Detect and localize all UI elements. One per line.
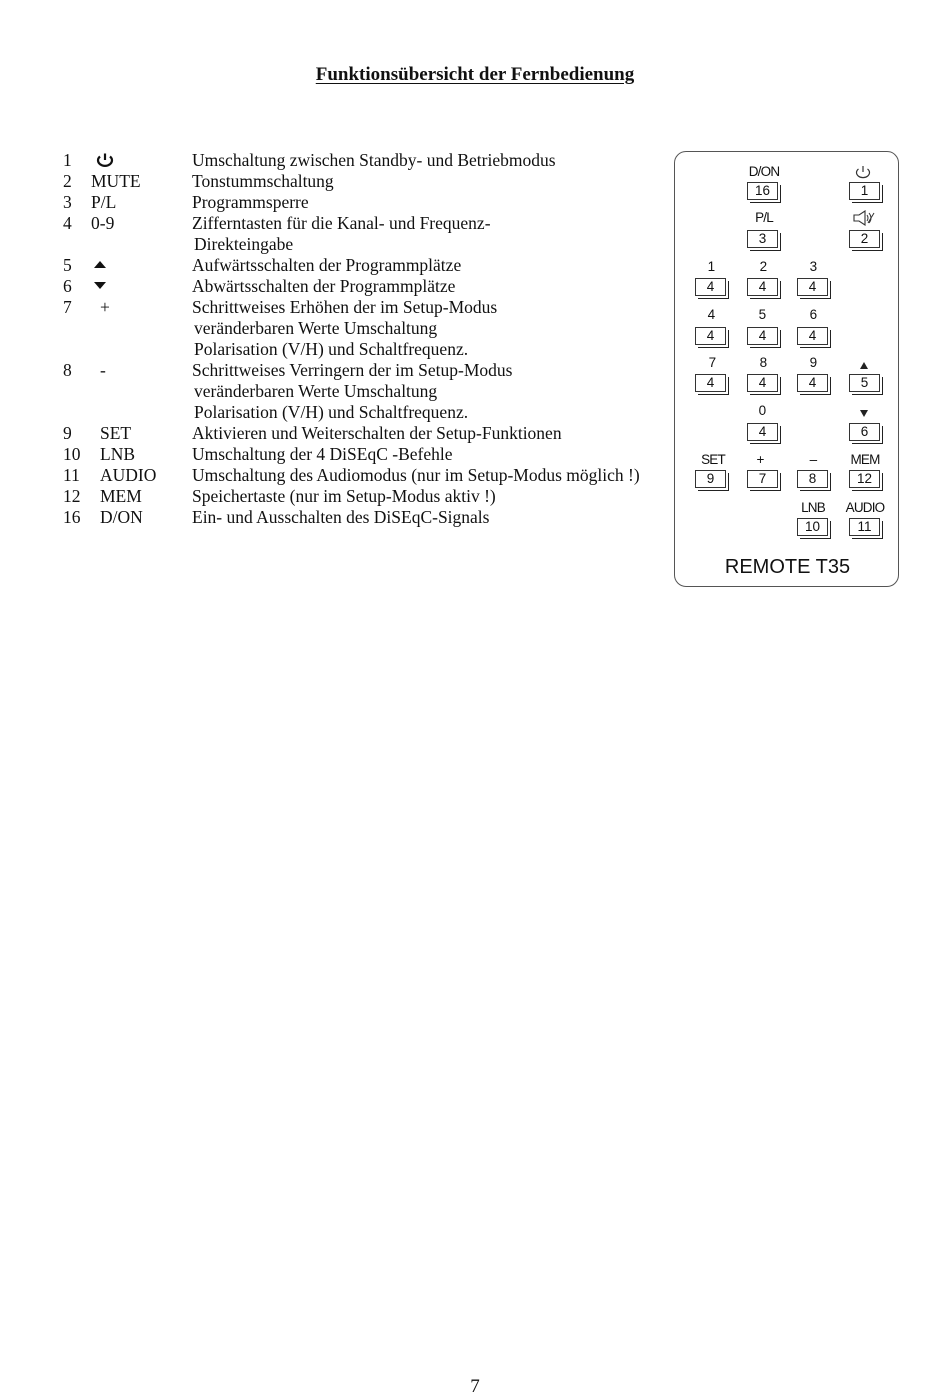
- function-description: Abwärtsschalten der Programmplätze: [192, 276, 456, 296]
- function-key: -: [100, 360, 106, 380]
- remote-label-8: 8: [759, 355, 767, 370]
- remote-button-mem: 12: [849, 470, 880, 488]
- remote-label-lnb: LNB: [801, 500, 825, 515]
- function-number: 2: [63, 171, 72, 191]
- function-description: Umschaltung zwischen Standby- und Betriebmodus: [192, 150, 556, 170]
- function-description: Umschaltung der 4 DiSEqC -Befehle: [192, 444, 453, 464]
- triangle-down-icon: [94, 282, 106, 289]
- triangle-up-icon: [860, 362, 868, 369]
- function-number: 9: [63, 423, 72, 443]
- function-description: veränderbaren Werte Umschaltung: [194, 318, 438, 338]
- remote-button-7: 4: [695, 374, 726, 392]
- function-description: Aktivieren und Weiterschalten der Setup-Funktionen: [192, 423, 562, 443]
- remote-button-minus: 8: [797, 470, 828, 488]
- remote-button-0: 4: [747, 423, 778, 441]
- remote-button-3: 4: [797, 278, 828, 296]
- remote-button-4: 4: [695, 327, 726, 345]
- remote-button-pl: 3: [747, 230, 778, 248]
- remote-button-mute: 2: [849, 230, 880, 248]
- function-description: Schrittweises Erhöhen der im Setup-Modus: [192, 297, 498, 317]
- function-key: LNB: [100, 444, 135, 464]
- function-description: Zifferntasten für die Kanal- und Frequenz-: [192, 213, 491, 233]
- function-key: P/L: [91, 192, 117, 212]
- remote-button-down: 6: [849, 423, 880, 441]
- remote-label-audio: AUDIO: [845, 500, 885, 515]
- function-number: 1: [63, 150, 72, 170]
- function-key: 0-9: [91, 213, 115, 233]
- remote-label-plus: +: [756, 452, 764, 467]
- function-number: 12: [63, 486, 81, 506]
- function-description: Umschaltung des Audiomodus (nur im Setup-Modus möglich !): [192, 465, 640, 485]
- function-number: 11: [63, 465, 80, 485]
- remote-button-8: 4: [747, 374, 778, 392]
- remote-button-1: 4: [695, 278, 726, 296]
- remote-label-3: 3: [809, 259, 817, 274]
- remote-label-6: 6: [809, 307, 817, 322]
- page-title: Funktionsübersicht der Fernbedienung: [315, 64, 635, 85]
- function-number: 4: [63, 213, 72, 233]
- function-description: Polarisation (V/H) und Schaltfrequenz.: [194, 339, 469, 359]
- function-description: Schrittweises Verringern der im Setup-Modus: [192, 360, 513, 380]
- triangle-down-icon: [860, 410, 868, 417]
- remote-label-0: 0: [758, 403, 766, 418]
- remote-label-set: SET: [701, 452, 725, 467]
- function-key: +: [100, 297, 110, 317]
- function-description: Programmsperre: [192, 192, 309, 212]
- function-number: 6: [63, 276, 72, 296]
- remote-button-set: 9: [695, 470, 726, 488]
- remote-label-9: 9: [809, 355, 817, 370]
- function-number: 7: [63, 297, 72, 317]
- remote-model-label: REMOTE T35: [724, 556, 851, 578]
- remote-button-up: 5: [849, 374, 880, 392]
- remote-label-mem: MEM: [850, 452, 880, 467]
- power-icon: [854, 165, 872, 179]
- function-number: 3: [63, 192, 72, 212]
- speaker-mute-icon: [852, 210, 876, 226]
- function-description: veränderbaren Werte Umschaltung: [194, 381, 438, 401]
- remote-button-don: 16: [747, 182, 778, 200]
- remote-label-minus: –: [809, 452, 817, 467]
- remote-button-6: 4: [797, 327, 828, 345]
- remote-label-5: 5: [758, 307, 766, 322]
- function-key: AUDIO: [100, 465, 157, 485]
- remote-label-4: 4: [707, 307, 715, 322]
- triangle-up-icon: [94, 261, 106, 268]
- remote-button-audio: 11: [849, 518, 880, 536]
- remote-button-9: 4: [797, 374, 828, 392]
- remote-button-lnb: 10: [797, 518, 828, 536]
- function-description: Direkteingabe: [194, 234, 294, 254]
- function-number: 8: [63, 360, 72, 380]
- function-description: Ein- und Ausschalten des DiSEqC-Signals: [192, 507, 490, 527]
- remote-label-1: 1: [707, 259, 715, 274]
- function-description: Speichertaste (nur im Setup-Modus aktiv !): [192, 486, 496, 506]
- remote-button-5: 4: [747, 327, 778, 345]
- remote-button-2: 4: [747, 278, 778, 296]
- function-key: MUTE: [91, 171, 141, 191]
- function-description: Aufwärtsschalten der Programmplätze: [192, 255, 462, 275]
- function-key: MEM: [100, 486, 142, 506]
- function-key: D/ON: [100, 507, 143, 527]
- remote-label-7: 7: [708, 355, 716, 370]
- function-number: 10: [63, 444, 81, 464]
- power-icon: [95, 153, 115, 167]
- remote-label-don: D/ON: [748, 164, 780, 179]
- remote-button-plus: 7: [747, 470, 778, 488]
- function-key: SET: [100, 423, 132, 443]
- remote-control-diagram: [674, 151, 899, 587]
- remote-label-2: 2: [759, 259, 767, 274]
- function-description: Polarisation (V/H) und Schaltfrequenz.: [194, 402, 469, 422]
- function-number: 16: [63, 507, 81, 527]
- function-number: 5: [63, 255, 72, 275]
- remote-button-power: 1: [849, 182, 880, 200]
- remote-label-pl: P/L: [755, 210, 773, 225]
- page-number: 7: [470, 1376, 480, 1397]
- function-description: Tonstummschaltung: [192, 171, 334, 191]
